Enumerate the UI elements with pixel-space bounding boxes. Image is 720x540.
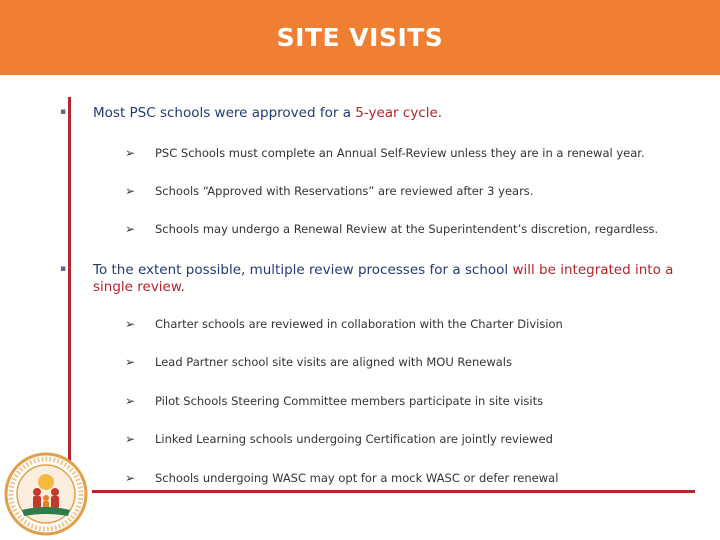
sub-bullet-arrow: ➢ xyxy=(125,222,136,236)
sub-bullet-text: Lead Partner school site visits are aligned with MOU Renewals xyxy=(155,355,512,369)
sub-bullet-arrow: ➢ xyxy=(125,184,136,198)
sub-bullet-arrow: ➢ xyxy=(125,432,136,446)
district-seal-icon xyxy=(4,452,88,536)
bullet-text-tail: . xyxy=(437,105,443,121)
title-banner xyxy=(0,0,720,75)
bullet-text xyxy=(93,105,703,122)
sub-bullet-arrow: ➢ xyxy=(125,394,136,408)
sub-bullet-arrow: ➢ xyxy=(125,317,136,331)
bullet-marker: ▪ xyxy=(60,264,67,274)
sub-bullet-arrow: ➢ xyxy=(125,355,136,369)
bullet-text-highlight: will be integrated into a single review. xyxy=(93,262,674,295)
bullet-text-highlight: 5-year cycle xyxy=(355,105,438,121)
sub-bullet-text: Charter schools are reviewed in collaboration with the Charter Division xyxy=(155,317,563,331)
bullet-text-main: Most PSC schools were approved for a xyxy=(93,105,356,121)
bullet-text-main: To the extent possible, multiple review processes for a school xyxy=(93,262,513,278)
bottom-accent-rule xyxy=(92,490,695,493)
sub-bullet-text: PSC Schools must complete an Annual Self-Review unless they are in a renewal year. xyxy=(155,146,645,160)
bullet-marker: ▪ xyxy=(60,107,67,117)
left-accent-rule xyxy=(68,97,71,495)
sub-bullet-text: Linked Learning schools undergoing Certification are jointly reviewed xyxy=(155,432,553,446)
sub-bullet-text: Schools undergoing WASC may opt for a mock WASC or defer renewal xyxy=(155,471,559,485)
page-title: SITE VISITS xyxy=(276,23,444,52)
sub-bullet-text: Schools may undergo a Renewal Review at the Superintendent’s discretion, regardless. xyxy=(155,222,659,236)
sub-bullet-text: Schools “Approved with Reservations” are reviewed after 3 years. xyxy=(155,184,534,198)
sub-bullet-arrow: ➢ xyxy=(125,146,136,160)
sub-bullet-text: Pilot Schools Steering Committee members participate in site visits xyxy=(155,394,544,408)
bullet-text xyxy=(93,262,693,296)
sub-bullet-arrow: ➢ xyxy=(125,471,136,485)
